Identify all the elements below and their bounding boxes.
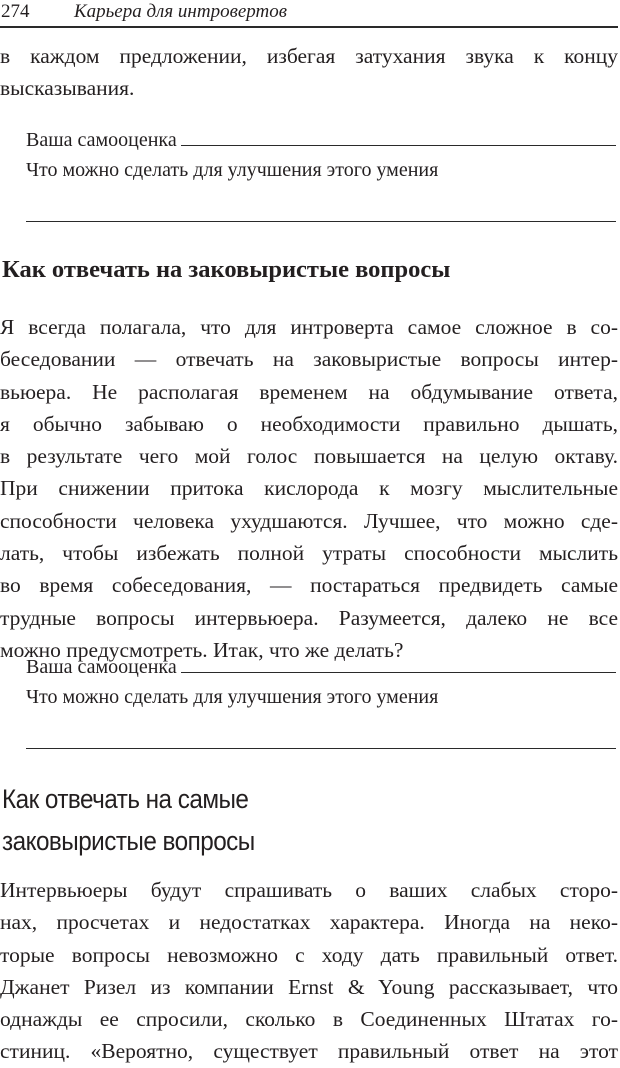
improve-row	[26, 682, 616, 712]
text-line: способности человека ухудшаются. Лучшее, что можно сде-	[0, 508, 618, 533]
improve-label: Что можно сделать для улучшения этого умения	[26, 159, 439, 181]
text-line: трудные вопросы интервьюера. Разумеется, далеко не все	[0, 605, 618, 630]
text-line: Я всегда полагала, что для интроверта самое сложное в со-	[0, 315, 618, 339]
text-line: можно предусмотреть. Итак, что же делать?	[0, 637, 404, 662]
text-line: вьюера. Не располагая временем на обдумывание ответа,	[0, 379, 618, 404]
rating-fill-line[interactable]	[181, 654, 616, 673]
text-line: в результате чего мой голос повышается на целую октаву.	[0, 444, 618, 469]
book-title: Карьера для интровертов	[74, 1, 287, 22]
page-number: 274	[1, 1, 30, 22]
rating-label: Ваша самооценка	[26, 129, 177, 151]
text-line: в каждом предложении, избегая затухания звука к концу	[0, 44, 618, 68]
improve-fill-line[interactable]	[26, 221, 616, 222]
text-line: Интервьюеры будут спрашивать о ваших слабых сторо-	[0, 878, 618, 902]
rating-label: Ваша самооценка	[26, 656, 177, 678]
trickiest-paragraph	[0, 874, 618, 1068]
text-line: Джанет Ризел из компании Ernst & Young рассказывает, что	[0, 974, 618, 999]
improve-row	[26, 155, 616, 185]
rating-row	[26, 125, 616, 155]
text-line: беседовании — отвечать на заковыристые вопросы интер-	[0, 347, 618, 372]
text-line: нах, просчетах и недостатках характера. Иногда на неко-	[0, 910, 618, 935]
rating-fill-line[interactable]	[181, 127, 616, 146]
section-heading-trickiest-line-1: Как отвечать на самые	[2, 784, 249, 814]
text-line: лать, чтобы избежать полной утраты способности мыслить	[0, 541, 618, 566]
self-assessment-form-1	[26, 125, 616, 222]
text-line: При снижении притока кислорода к мозгу мыслительные	[0, 476, 618, 501]
text-line: торые вопросы невозможно с ходу дать правильный ответ.	[0, 942, 618, 967]
text-line: во время собеседования, — постараться предвидеть самые	[0, 573, 618, 598]
text-line: однажды ее спросили, сколько в Соединенных Штатах го-	[0, 1007, 618, 1032]
text-line: я обычно забываю о необходимости правильно дышать,	[0, 411, 618, 436]
section-heading-trickiest-line-2: заковыристые вопросы	[2, 826, 255, 856]
intro-paragraph	[0, 40, 618, 105]
running-head	[0, 0, 618, 28]
text-line: стиниц. «Вероятно, существует правильный ответ на этот	[0, 1039, 618, 1064]
tricky-paragraph	[0, 311, 618, 666]
section-heading-tricky: Как отвечать на заковыристые вопросы	[2, 256, 451, 283]
rating-row	[26, 652, 616, 682]
improve-label: Что можно сделать для улучшения этого умения	[26, 686, 439, 708]
text-line: высказывания.	[0, 76, 135, 101]
improve-fill-line[interactable]	[26, 748, 616, 749]
self-assessment-form-2	[26, 652, 616, 749]
